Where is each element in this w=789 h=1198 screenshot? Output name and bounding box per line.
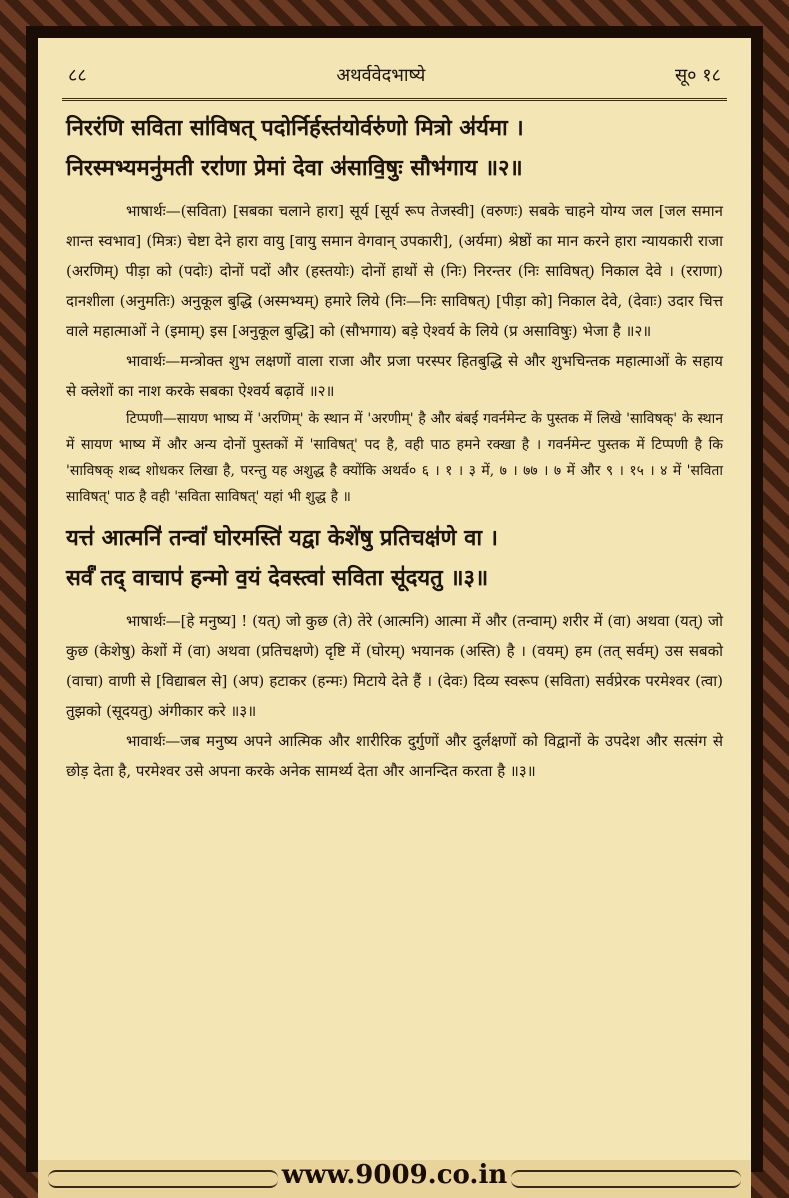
sukta-label: सू० १८ bbox=[675, 65, 721, 86]
mantra-2-line-2: निरस्मभ्यमनु॑मती ररा॑णा प्रेमां देवा अ॑सावि॒षुः सौभ॑गाय ॥२॥ bbox=[66, 155, 523, 181]
page-header bbox=[68, 60, 721, 90]
tippani: टिप्पणी—सायण भाष्य में 'अरणिम्' के स्थान में 'अरणीम्' है और बंबई गवर्नमेन्ट के पुस्तक में लिखे 'साविषक्' के स्थान में सायण भाष्य में और अन्य दोनों पुस्तकों में 'साविषत्' पद है, वही पाठ हमने रक्खा है । गवर्नमेन्ट पुस्तक में टिप्पणी है कि 'साविषक् शब्द शोधकर लिखा है, परन्तु यह अशुद्ध है क्योंकि अथर्व० ६ । १ । ३ में, ७ । ७७ । ७ में और ९ । १५ । ४ में 'सविता साविषत्' पाठ है वही 'सविता साविषत्' यहां भी शुद्ध है ॥ bbox=[66, 411, 723, 505]
bhavartha-3: भावार्थः—जब मनुष्य अपने आत्मिक और शारीरिक दुर्गुणों और दुर्लक्षणों को विद्वानों के उपदेश और सत्संग से छोड़ देता है, परमेश्वर उसे अपना करके अनेक सामर्थ्य देता और आनन्दित करता है ॥३॥ bbox=[66, 732, 723, 780]
book-page bbox=[38, 38, 751, 1162]
page-content bbox=[66, 108, 723, 786]
mantra-3-line-2: सर्वं॑ तद् वाचाप॑ हन्मो व॒यं देवस्त्वा॑ सविता सू॑दयतु ॥३॥ bbox=[66, 565, 489, 591]
website-link[interactable]: www.9009.co.in bbox=[281, 1160, 508, 1190]
page-number: ८८ bbox=[68, 65, 87, 86]
header-rule bbox=[62, 98, 727, 101]
bhavartha-2: भावार्थः—मन्त्रोक्त शुभ लक्षणों वाला राजा और प्रजा परस्पर हितबुद्धि से और शुभचिन्तक महात्माओं के सहाय से क्लेशों का नाश करके सबका ऐश्वर्य बढ़ावें ॥२॥ bbox=[66, 352, 723, 400]
bhashartha-3: भाषार्थः—[हे मनुष्य] ! (यत्) जो कुछ (ते) तेरे (आत्मनि) आत्मा में और (तन्वाम्) शरीर में (वा) अथवा (यत्) जो कुछ (केशेषु) केशों में (वा) अथवा (प्रतिचक्षणे) दृष्टि में (घोरम्) भयानक (अस्ति) है । (वयम्) हम (तत् सर्वम्) उस सबको (वाचा) वाणी से [विद्याबल से] (अप) हटाकर (हन्मः) मिटाये देते हैं । (देवः) दिव्य स्वरूप (सविता) सर्वप्रेरक परमेश्वर (त्वा) तुझको (सूदयतु) अंगीकार करे ॥३॥ bbox=[66, 612, 723, 720]
mantra-2-line-1: निररंणि सविता सा॑विषत् पदोर्निर्हस्त॑योर्वरु॑णो मित्रो अ॑र्यमा । bbox=[66, 115, 524, 141]
bhashartha-2: भाषार्थः—(सविता) [सबका चलाने हारा] सूर्य [सूर्य रूप तेजस्वी] (वरुणः) सबके चाहने योग्य जल [जल समान शान्त स्वभाव] (मित्रः) चेष्टा देने हारा वायु [वायु समान वेगवान् उपकारी], (अर्यमा) श्रेष्ठों का मान करने हारा न्यायकारी राजा (अरणिम्) पीड़ा को (पदोः) दोनों पदों और (हस्तयोः) दोनों हाथों से (निः) निरन्तर (निः साविषत्) निकाल देवे । (रराणा) दानशीला (अनुमतिः) अनुकूल बुद्धि (अस्मभ्यम्) हमारे लिये (निः—निः साविषत्) [पीड़ा को] निकाल देवे, (देवाः) उदार चित्त वाले महात्माओं ने (इमाम्) इस [अनुकूल बुद्धि] को (सौभगाय) बड़े ऐश्वर्य के लिये (प्र असाविषुः) भेजा है ॥२॥ bbox=[66, 202, 723, 340]
running-title: अथर्ववेदभाष्ये bbox=[336, 65, 426, 86]
website-footer bbox=[0, 1160, 789, 1194]
mantra-3-line-1: यत्त॑ आत्मनि॑ तन्वां॑ घोरमस्ति॑ यद्वा केशे॑षु प्रतिचक्ष॑णे वा । bbox=[66, 525, 499, 551]
